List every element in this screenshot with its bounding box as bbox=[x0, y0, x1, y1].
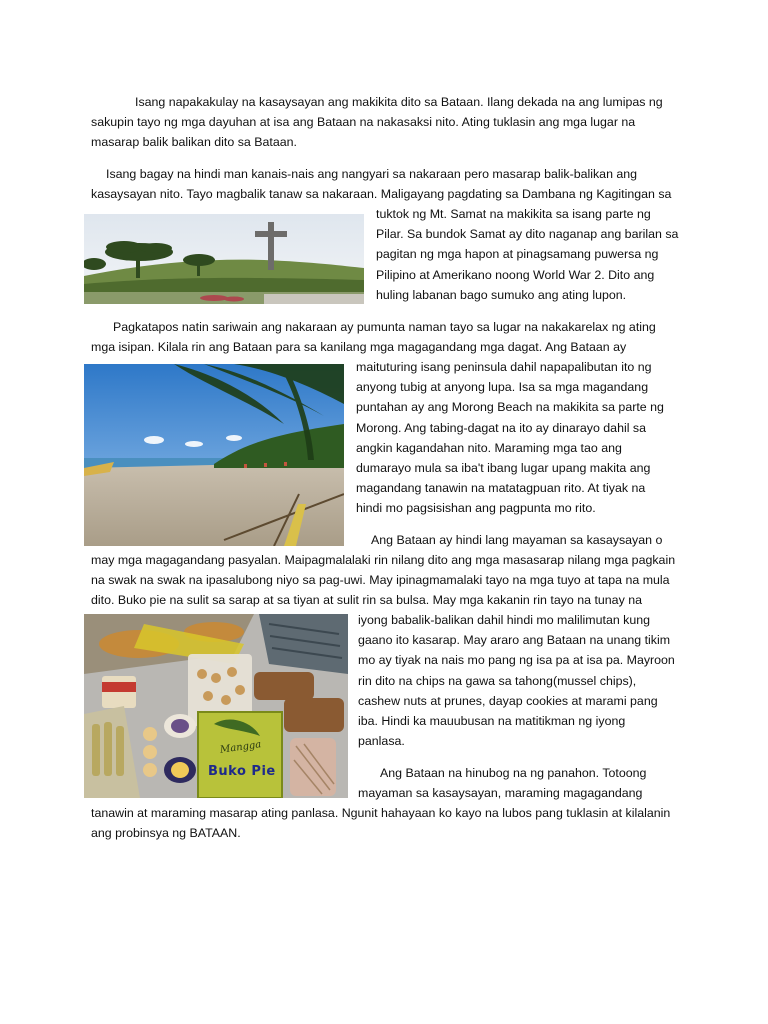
text-line: may mga magagandang pasyalan. Maipagmalalaki rin nilang dito ang mga masasarap nilang mga pagkain bbox=[91, 553, 676, 567]
text-line: masarap balik balikan dito sa Bataan. bbox=[91, 135, 297, 150]
text-line: sakupin tayo ng mga dayuhan at isa ang Bataan na nakasaksi nito. Ating tuklasin ang mga lugar na bbox=[91, 115, 636, 130]
text-line: puntahan ay ang Morong Beach na makikita sa parte ng bbox=[356, 400, 664, 415]
paragraph-morong-beach bbox=[91, 317, 681, 357]
text-line: Pagkatapos natin sariwain ang nakaraan ay pumunta naman tayo sa lugar na nakakarelax ng ating bbox=[113, 320, 656, 334]
text-line: iba. Hindi ka mauubusan na matitikman ng iyong bbox=[358, 714, 626, 729]
text-line: rin dito na chips na gawa sa tahong(mussel chips), bbox=[358, 673, 637, 688]
paragraph-closing bbox=[91, 803, 691, 843]
text-line: tuktok ng Mt. Samat na makikita sa isang parte ng bbox=[376, 207, 651, 221]
text-line: mayaman sa kasaysayan, maraming magagandang bbox=[358, 786, 643, 800]
text-line: hindi mo pagsisishan ang pagpunta mo rito. bbox=[356, 501, 596, 516]
text-line: na swak na swak na ipasalubong niyo sa pag-uwi. May ipinagmamalaki tayo na mga tuyo at tapa na mula bbox=[91, 573, 670, 588]
text-line: anyong tubig at anyong lupa. Isa sa mga magandang bbox=[356, 380, 649, 395]
paragraph-intro bbox=[91, 92, 681, 153]
text-line: Pilar. Sa bundok Samat ay dito naganap ang barilan sa bbox=[376, 227, 679, 242]
food-photo bbox=[84, 614, 348, 798]
beach-photo-art bbox=[84, 364, 344, 546]
text-line: iyong babalik-balikan dahil hindi mo malilimutan kung bbox=[358, 613, 651, 627]
buko-pie-box-label: Buko Pie bbox=[208, 764, 276, 779]
paragraph-morong-beach-wrap bbox=[356, 357, 676, 519]
text-line: Isang napakakulay na kasaysayan ang makikita dito sa Bataan. Ilang dekada na ang lumipas ng bbox=[135, 95, 663, 109]
shrine-photo-art bbox=[84, 214, 364, 304]
text-line: Ang Bataan ay hindi lang mayaman sa kasaysayan o bbox=[371, 533, 663, 547]
text-line: kasaysayan nito. Tayo magbalik tanaw sa nakaraan. Maligayang pagdating sa Dambana ng Kagitingan sa bbox=[91, 187, 672, 202]
text-line: dito. Buko pie na sulit sa sarap at sa tiyan at sulit rin sa bulsa. May mga kakanin rin tayo na tunay na bbox=[91, 593, 642, 608]
paragraph-mt-samat bbox=[91, 164, 681, 204]
shrine-photo bbox=[84, 214, 364, 304]
beach-photo bbox=[84, 364, 344, 546]
paragraph-pasalubong bbox=[91, 550, 691, 611]
text-line: maituturing isang peninsula dahil napapalibutan ito ng bbox=[356, 360, 652, 374]
text-line: panlasa. bbox=[358, 734, 405, 749]
text-line: angkin kagandahan nito. Maraming mga tao ang bbox=[356, 440, 622, 455]
text-line: Isang bagay na hindi man kanais-nais ang nangyari sa nakaraan pero masarap balik-balikan ang bbox=[106, 167, 638, 181]
paragraph-pasalubong-wrap bbox=[358, 610, 678, 751]
text-line: Ang Bataan na hinubog na ng panahon. Totoong bbox=[380, 766, 647, 780]
text-line: magandang tanawin na matatagpuan rito. At tiyak na bbox=[356, 481, 646, 496]
text-line: mga isipan. Kilala rin ang Bataan para sa kanilang mga magagandang mga dagat. Ang Bataan ay bbox=[91, 340, 627, 355]
text-line: cashew nuts at prunes, dayap cookies at marami pang bbox=[358, 693, 658, 708]
text-line: pagitan ng mga hapon at pinagsamang puwersa ng bbox=[376, 247, 659, 262]
text-line: ang probinsya ng BATAAN. bbox=[91, 826, 241, 841]
text-line: huling labanan bago sumuko ang ating lupon. bbox=[376, 287, 627, 302]
text-line: dumarayo mula sa iba't ibang lugar upang makita ang bbox=[356, 461, 651, 476]
text-line: Pilipino at Amerikano noong World War 2. Dito ang bbox=[376, 267, 655, 282]
text-line: Morong. Ang tabing-dagat na ito ay dinarayo dahil sa bbox=[356, 420, 646, 435]
text-line: tanawin at maraming masarap ating panlasa. Ngunit hahayaan ko kayo na lubos pang tuklasin at kilalanin bbox=[91, 806, 671, 820]
paragraph-mt-samat-wrap bbox=[376, 204, 679, 305]
buko-pie-box-script: Mangga bbox=[219, 739, 262, 756]
text-line: mo ay tiyak na nais mo pang ng isa pa at isa pa. Mayroon bbox=[358, 653, 675, 668]
text-line: gaano ito kasarap. May araro ang Bataan na unang tikim bbox=[358, 633, 671, 648]
